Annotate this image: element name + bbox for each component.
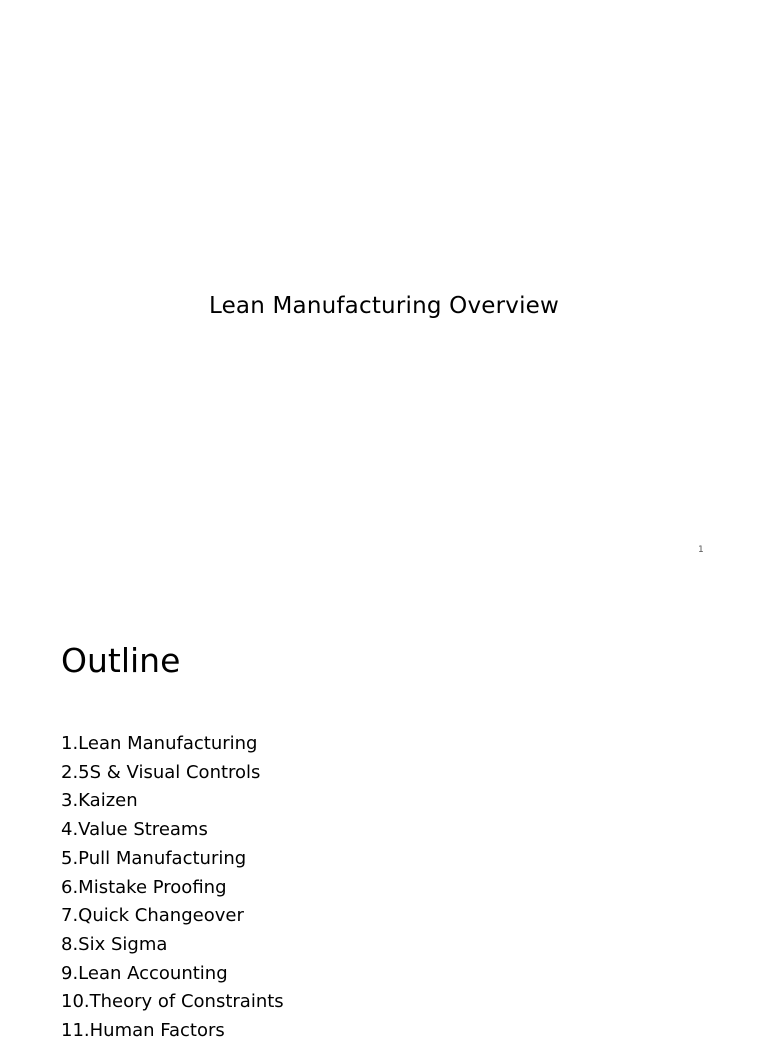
outline-item: 7.Quick Changeover [61,905,244,927]
outline-item: 4.Value Streams [61,819,208,841]
slide-title: Lean Manufacturing Overview [208,293,560,319]
outline-item: 9.Lean Accounting [61,962,228,984]
outline-slide [0,576,768,1042]
outline-item: 2.5S & Visual Controls [61,761,261,783]
outline-item: 11.Human Factors [61,1020,225,1042]
outline-heading: Outline [61,641,181,680]
outline-list [61,730,284,1046]
outline-item: 1.Lean Manufacturing [61,733,258,754]
outline-item: 8.Six Sigma [61,933,168,955]
outline-item: 6.Mistake Proofing [61,876,227,898]
outline-item: 5.Pull Manufacturing [61,847,247,869]
outline-item: 10.Theory of Constraints [61,991,284,1013]
outline-item: 3.Kaizen [61,790,138,812]
page-number: 1 [698,545,704,555]
